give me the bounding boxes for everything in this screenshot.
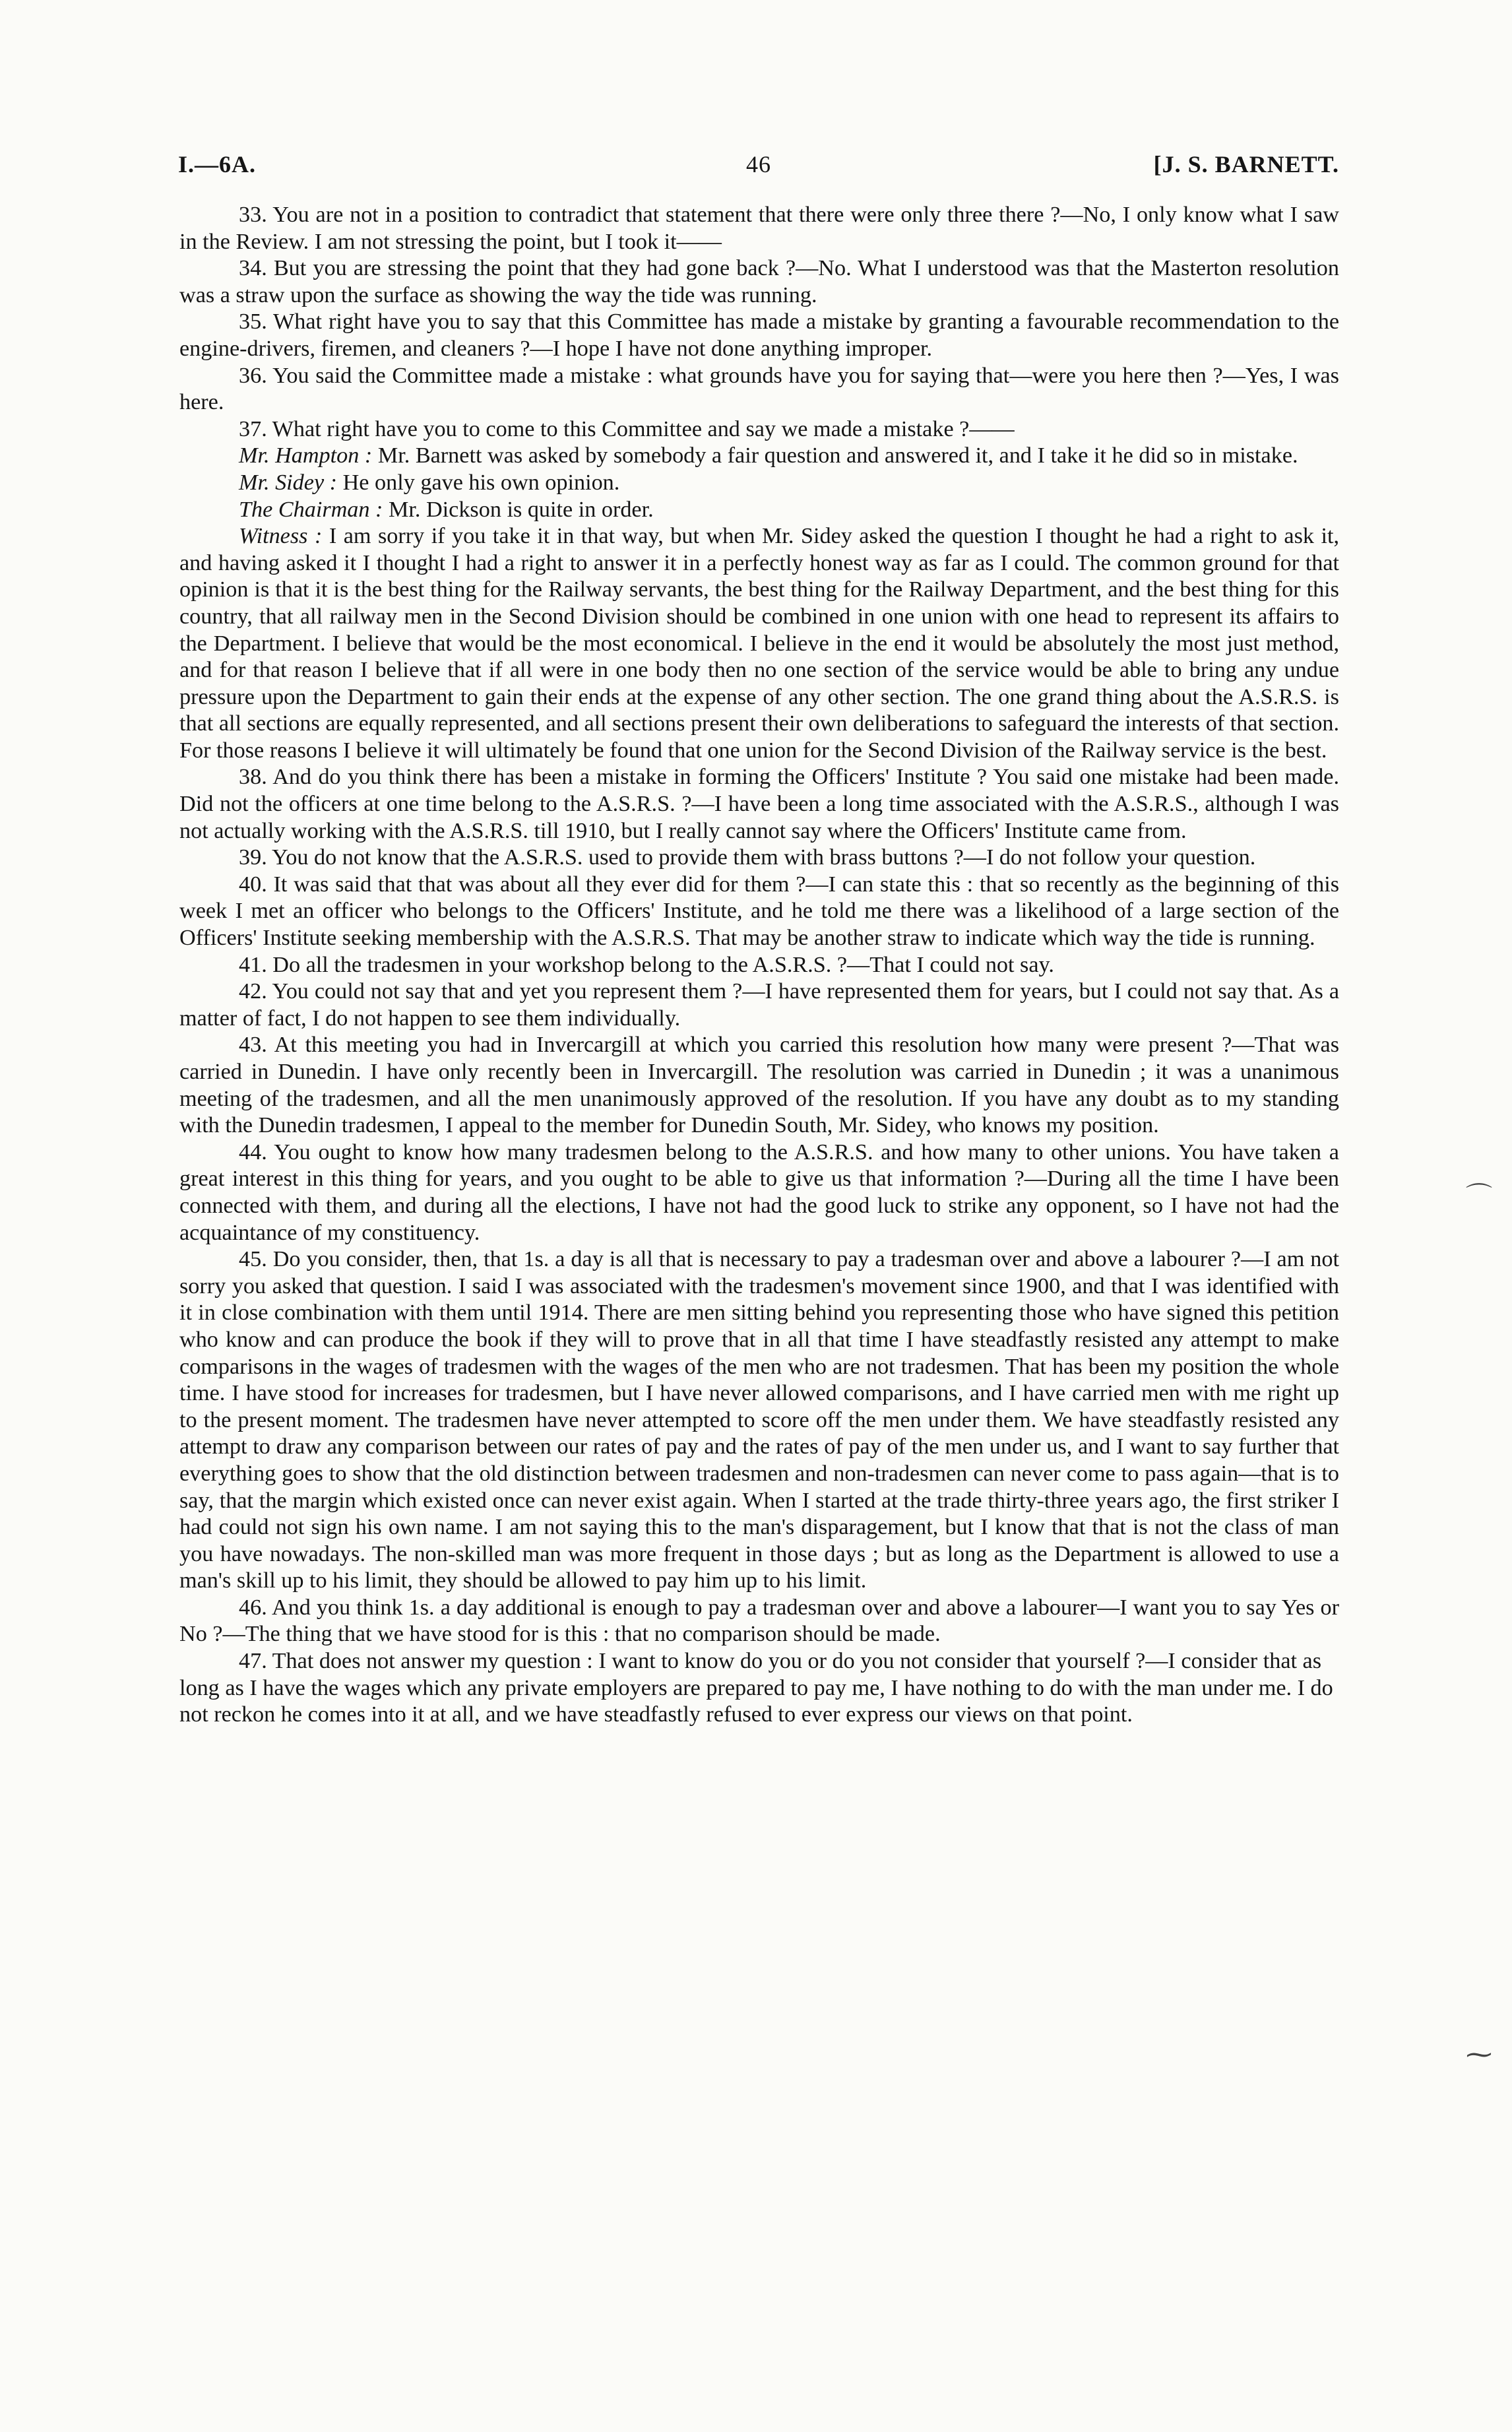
statement-text: Mr. Dickson is quite in order. — [383, 497, 654, 522]
statement-sidey — [179, 470, 1339, 497]
witness-name: [J. S. BARNETT. — [1153, 151, 1339, 177]
statement-hampton — [179, 443, 1339, 470]
page-header — [178, 150, 1339, 190]
question-38: 38. And do you think there has been a mistake in forming the Officers' Institute ? You said one mistake had been made. Did not the officers at one time belong to the A.S.R.S. ?—I have been a long time associated with the A.S.R.S., although I was not actually working with the A.S.R.S. till 1910, but I really cannot say where the Officers' Institute came from. — [179, 765, 1339, 843]
statement-text: I am sorry if you take it in that way, but when Mr. Sidey asked the question I thought he had a right to ask it, and having asked it I thought I had a right to answer it in a perfectly honest way as far as I could. The common ground for that opinion is that it is the best thing for the Railway servants, the best thing for the Railway Department, and the best thing for this country, that all railway men in the Second Division should be combined in one union with one head to represent its affairs to the Department. I believe that would be the most economical. I believe in the end it would be absolutely the most just method, and for that reason I believe that if all were in one body then no one section of the service would be able to bring any undue pressure upon the Department to gain their ends at the expense of any other section. The one grand thing about the A.S.R.S. is that all sections are equally represented, and all sections present their own deliberations to safeguard the interests of that section. For those reasons I believe it will ultimately be found that one union for the Second Division of the Railway service is the best. — [179, 524, 1339, 763]
question-37: 37. What right have you to come to this Committee and say we made a mistake ?—— — [239, 416, 1015, 441]
question-34: 34. But you are stressing the point that they had gone back ?—No. What I understood was that the Masterton resolution was a straw upon the surface as showing the way the tide was running. — [179, 256, 1339, 307]
question-46: 46. And you think 1s. a day additional is enough to pay a tradesman over and above a labourer—I want you to say Yes or No ?—The thing that we have stood for is this : that no comparison should be made. — [179, 1595, 1339, 1647]
question-33: 33. You are not in a position to contradict that statement that there were only three there ?—No, I only know what I saw in the Review. I am not stressing the point, but I took it—— — [179, 203, 1339, 254]
question-47: 47. That does not answer my question : I want to know do you or do you not consider that yourself ?—I consider that as long as I have the wages which any private employers are prepared to pay me, I have nothing to do with the man under me. I do not reckon he comes into it at all, and we have steadfastly refused to ever express our views on that point. — [179, 1649, 1333, 1727]
statement-chairman — [179, 497, 1339, 524]
question-39: 39. You do not know that the A.S.R.S. used to provide them with brass buttons ?—I do not follow your question. — [239, 845, 1256, 870]
question-44: 44. You ought to know how many tradesmen belong to the A.S.R.S. and how many to other unions. You have taken a great interest in this thing for years, and you ought to be able to give us that information ?—During all the time I have been connected with them, and during all the elections, I have not had the good luck to strike any opponent, so I have not had the acquaintance of my constituency. — [179, 1139, 1339, 1245]
margin-mark-icon: ⌒ — [1466, 1182, 1492, 1211]
paper-reference: I.—6A. — [178, 151, 257, 177]
question-36: 36. You said the Committee made a mistake : what grounds have you for saying that—were you here then ?—Yes, I was here. — [179, 363, 1339, 415]
speaker-name: The Chairman : — [239, 497, 383, 522]
question-41: 41. Do all the tradesmen in your workshop belong to the A.S.R.S. ?—That I could not say. — [239, 952, 1054, 977]
speaker-name: Witness : — [239, 524, 323, 549]
question-40: 40. It was said that that was about all they ever did for them ?—I can state this : that so recently as the beginning of this week I met an officer who belongs to the Officers' Institute, and he told me there was a likelihood of a large section of the Officers' Institute seeking membership with the A.S.R.S. That may be another straw to indicate which way the tide is running. — [179, 872, 1339, 951]
margin-mark-icon: ⁓ — [1466, 2039, 1492, 2069]
statement-text: He only gave his own opinion. — [337, 470, 620, 495]
minutes-of-evidence — [179, 202, 1339, 1729]
question-43: 43. At this meeting you had in Invercargill at which you carried this resolution how many were present ?—That was carried in Dunedin. I have only recently been in Invercargill. The resolution was carried in Dunedin ; it was a unanimous meeting of the tradesmen, and all the men unanimously approved of the resolution. If you have any doubt as to my standing with the Dunedin tradesmen, I appeal to the member for Dunedin South, Mr. Sidey, who knows my position. — [179, 1033, 1339, 1138]
question-35: 35. What right have you to say that this Committee has made a mistake by granting a favourable recommendation to the engine-drivers, firemen, and cleaners ?—I hope I have not done anything improper. — [179, 309, 1339, 361]
question-42: 42. You could not say that and yet you represent them ?—I have represented them for years, but I could not say that. As a matter of fact, I do not happen to see them individually. — [179, 979, 1339, 1031]
statement-witness — [179, 523, 1339, 764]
question-45: 45. Do you consider, then, that 1s. a day is all that is necessary to pay a tradesman over and above a labourer ?—I am not sorry you asked that question. I said I was associated with the tradesmen's movement since 1900, and that I was identified with it in close combination with them until 1914. There are men sitting behind you representing those who have signed this petition who know and can produce the book if they will to prove that in all that time I have steadfastly resisted any attempt to make comparisons in the wages of tradesmen with the wages of the men who are not tradesmen. That has been my position the whole time. I have stood for increases for tradesmen, but I have never allowed comparisons, and I have carried men with me right up to the present moment. The tradesmen have never attempted to score off the men under them. We have steadfastly resisted any attempt to draw any comparison between our rates of pay and the rates of pay of the men under us, and I want to say further that everything goes to show that the old distinction between tradesmen and non-tradesmen can never come to pass again—that is to say, that the margin which existed once can never exist again. When I started at the trade thirty-three years ago, the first striker I had could not sign his own name. I am not saying this to the man's disparagement, but I know that that is not the class of man you have nowadays. The non-skilled man was more frequent in those days ; but as long as the Department is allowed to use a man's skill up to his limit, they should be allowed to pay him up to his limit. — [179, 1247, 1339, 1593]
speaker-name: Mr. Sidey : — [239, 470, 338, 495]
statement-text: Mr. Barnett was asked by somebody a fair question and answered it, and I take it he did so in mistake. — [372, 443, 1298, 468]
page-number: 46 — [746, 151, 771, 177]
speaker-name: Mr. Hampton : — [239, 443, 373, 468]
